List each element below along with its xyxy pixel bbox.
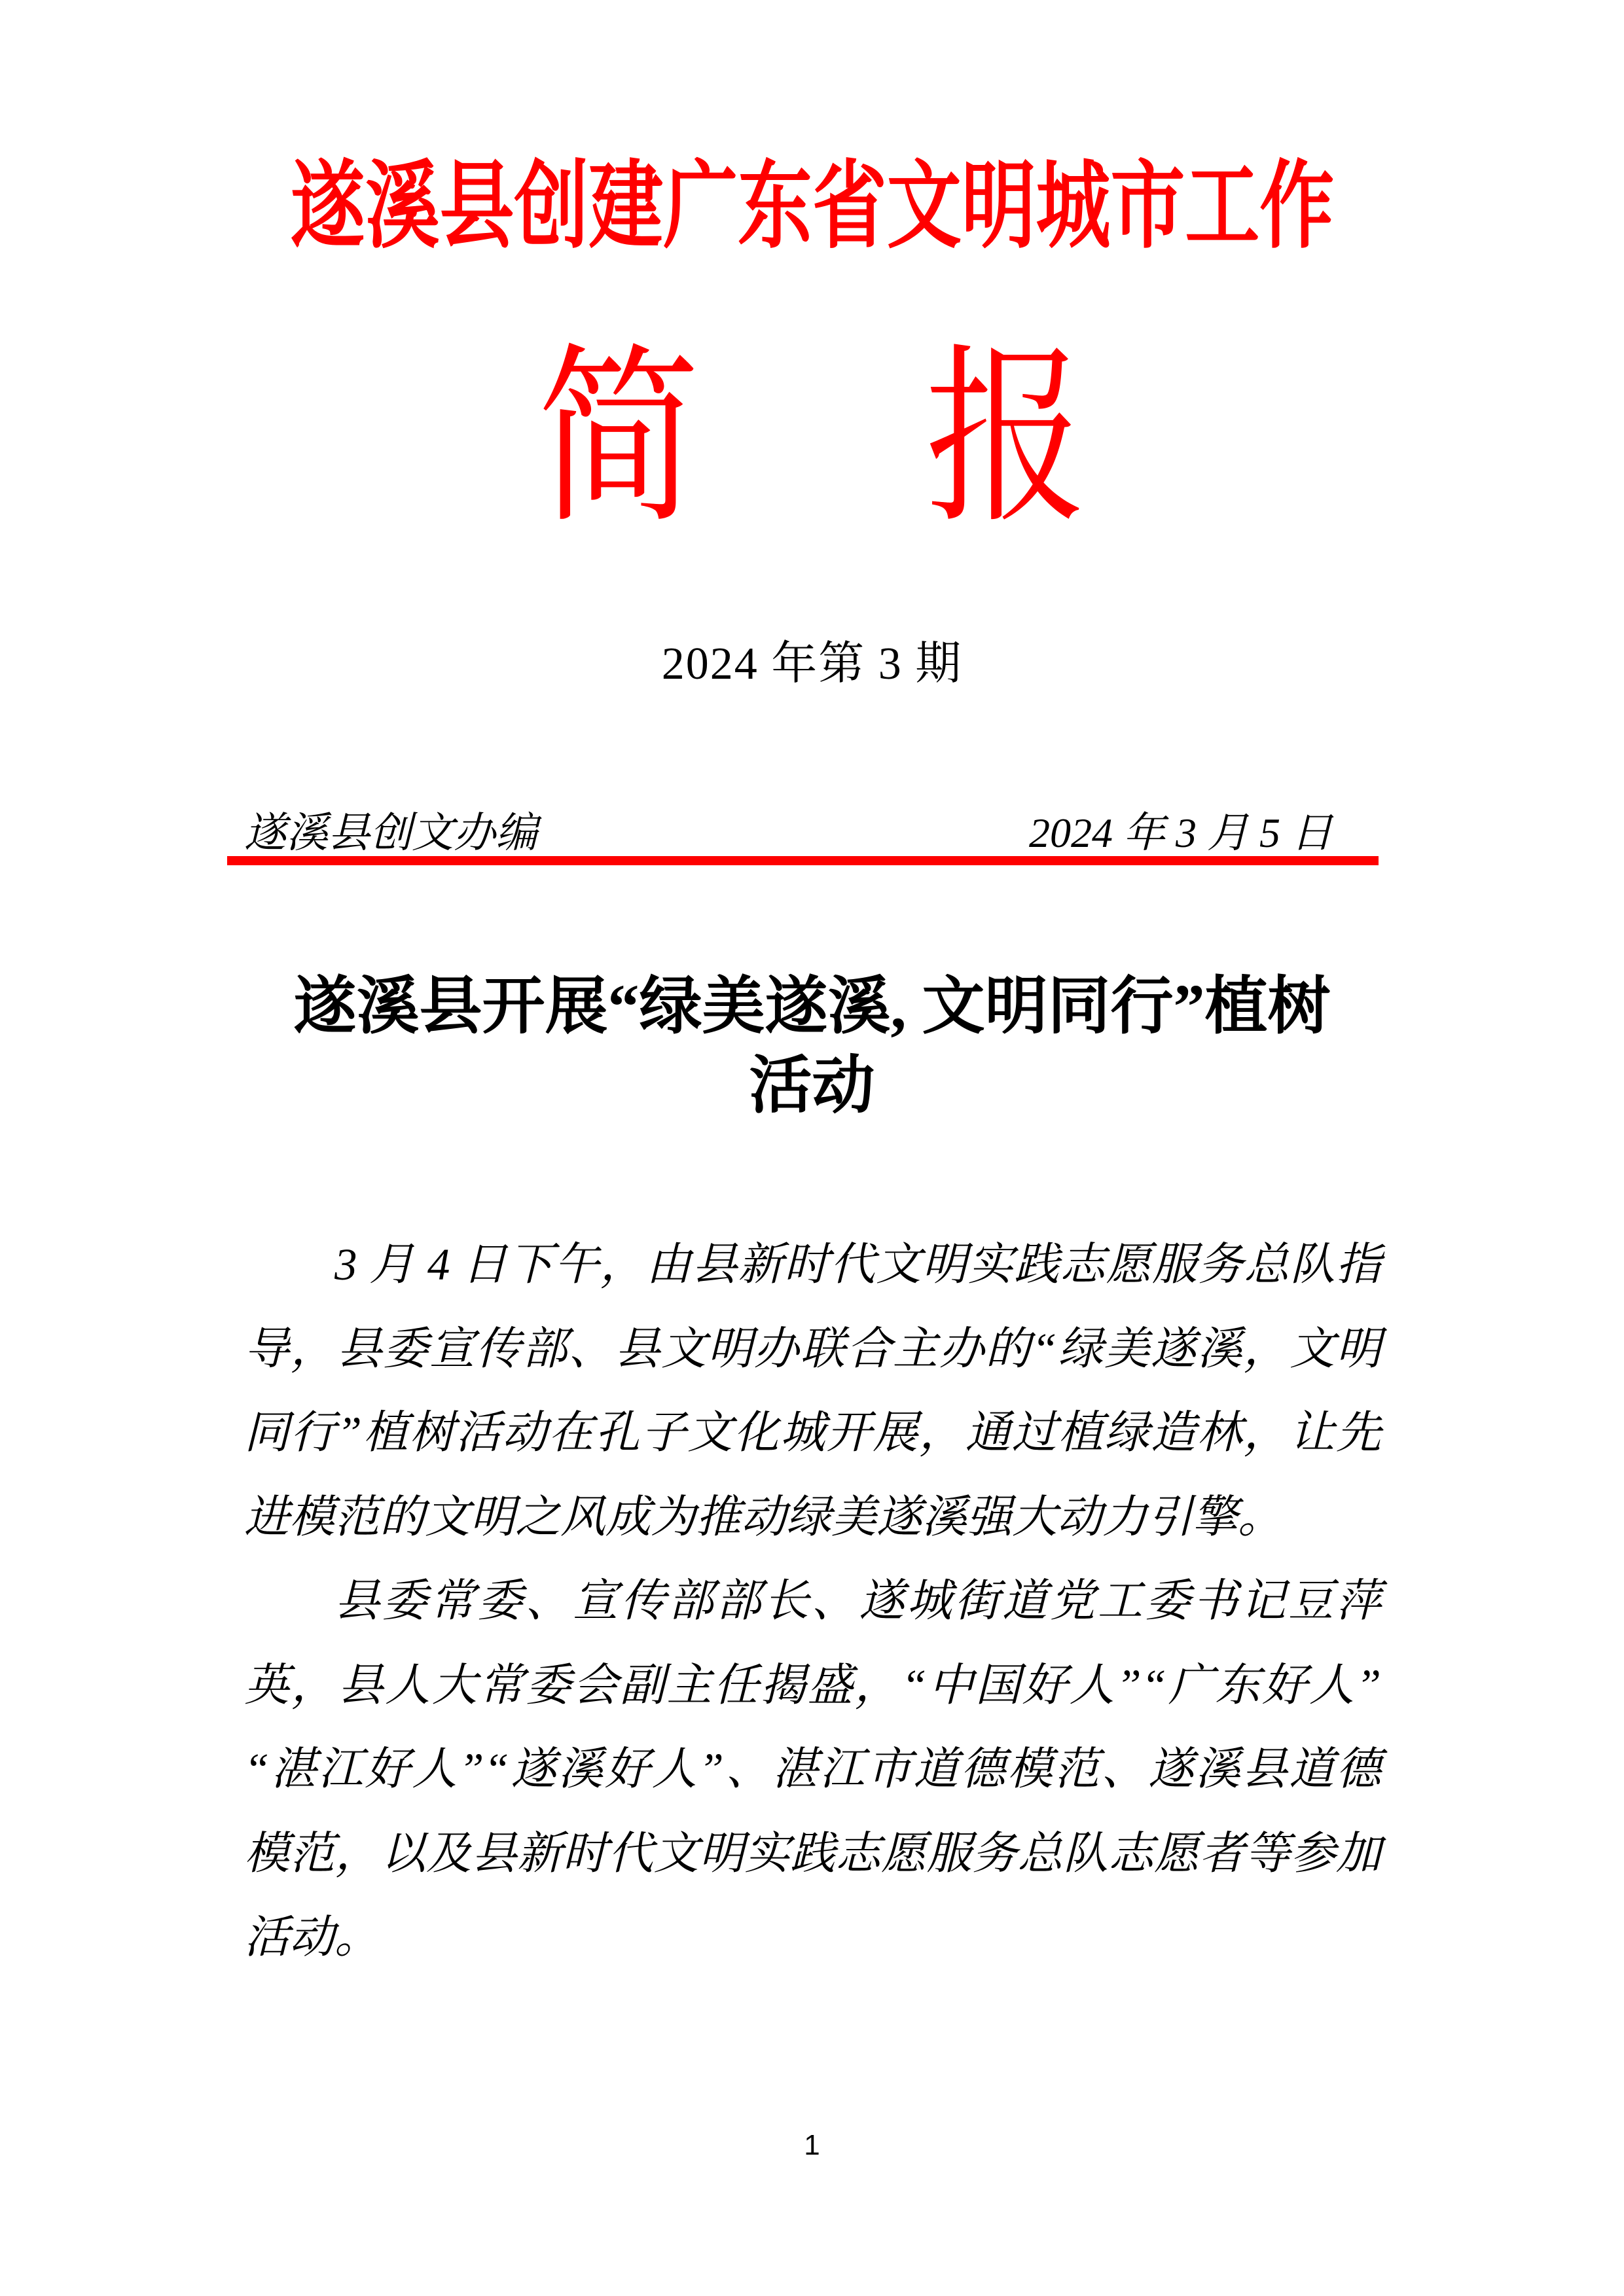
article-title-line-1: 遂溪县开展“绿美遂溪, 文明同行”植树 xyxy=(293,971,1331,1041)
masthead-org-title xyxy=(0,154,1624,259)
article-title-line-2: 活动 xyxy=(749,1050,875,1121)
article-title xyxy=(124,967,1500,1125)
bulletin-banner xyxy=(0,334,1624,546)
page-number: 1 xyxy=(804,2129,820,2161)
body-paragraph-2: 县委常委、宣传部部长、遂城街道党工委书记豆萍英，县人大常委会副主任揭盛，“中国好人”“广东好人”“湛江好人”“遂溪好人”、湛江市道德模范、遂溪县道德模范，以及县新时代文明实践志愿服务总队志愿者等参加活动。 xyxy=(244,1576,1381,1962)
banner-char-right: 报 xyxy=(924,334,1087,546)
issue-line: 2024 年第 3 期 xyxy=(661,639,963,689)
banner-char-left: 简 xyxy=(537,334,700,546)
editor-label: 遂溪县创文办编 xyxy=(244,810,537,856)
date-label: 2024 年 3 月 5 日 xyxy=(1029,810,1333,856)
body-paragraph-1: 3 月 4 日下午，由县新时代文明实践志愿服务总队指导，县委宣传部、县文明办联合主办的“绿美遂溪，文明同行”植树活动在孔子文化城开展，通过植绿造林，让先进模范的文明之风成为推动绿美遂溪强大动力引擎。 xyxy=(244,1240,1381,1542)
masthead-org-title-text: 遂溪县创建广东省文明城市工作 xyxy=(290,154,1334,260)
editor-date-row xyxy=(244,810,1333,856)
red-divider-rule xyxy=(227,856,1379,865)
article-body xyxy=(244,1223,1381,1980)
